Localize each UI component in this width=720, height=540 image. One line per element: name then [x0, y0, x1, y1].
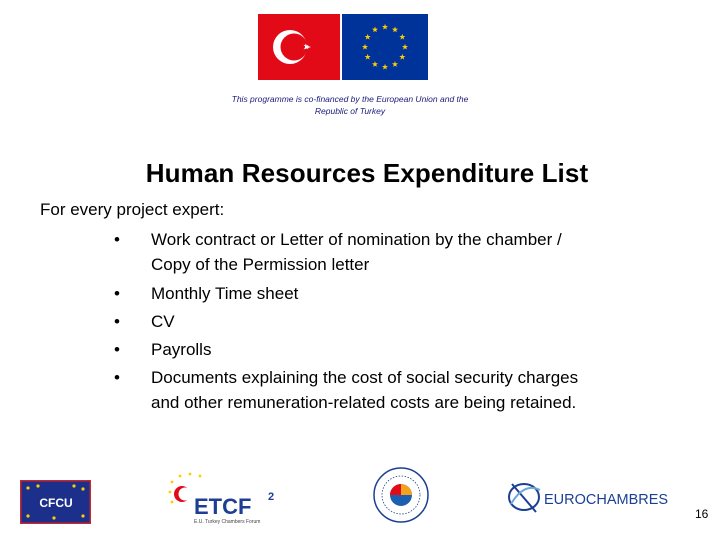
list-item-line: CV [151, 312, 175, 331]
list-item-line: and other remuneration-related costs are being retained. [151, 393, 577, 412]
tobb-seal-logo [372, 466, 430, 524]
intro-text: For every project expert: [40, 200, 225, 219]
etcf-logo [160, 466, 280, 526]
cofinance-line-1: This programme is co-financed by the European Union and the [231, 94, 469, 104]
bullet-marker: • [114, 340, 120, 359]
list-item-line: Monthly Time sheet [151, 284, 299, 303]
etcf-logo-suffix: 2 [268, 491, 275, 503]
bullet-marker: • [114, 230, 120, 249]
eu-flag-logo [342, 14, 428, 80]
list-item-line: Copy of the Permission letter [151, 255, 370, 274]
cfcu-logo-text: CFCU [39, 496, 73, 510]
list-item-line: Work contract or Letter of nomination by the chamber / [151, 230, 562, 249]
etcf-logo-tagline: E.U. Turkey Chambers Forum [194, 519, 261, 525]
page-title: Human Resources Expenditure List [145, 158, 589, 188]
page-number: 16 [695, 507, 709, 521]
bullet-marker: • [114, 284, 120, 303]
etcf-logo-text: ETCF [194, 494, 252, 519]
bullet-marker: • [114, 368, 120, 387]
bullet-marker: • [114, 312, 120, 331]
cofinance-line-2: Republic of Turkey [314, 106, 386, 116]
turkey-flag-logo [258, 14, 340, 80]
list-item-line: Payrolls [151, 340, 212, 359]
eurochambres-logo [506, 474, 674, 520]
cfcu-logo [20, 480, 91, 524]
list-item-line: Documents explaining the cost of social security charges [151, 368, 579, 387]
eurochambres-logo-text: EUROCHAMBRES [544, 492, 669, 508]
